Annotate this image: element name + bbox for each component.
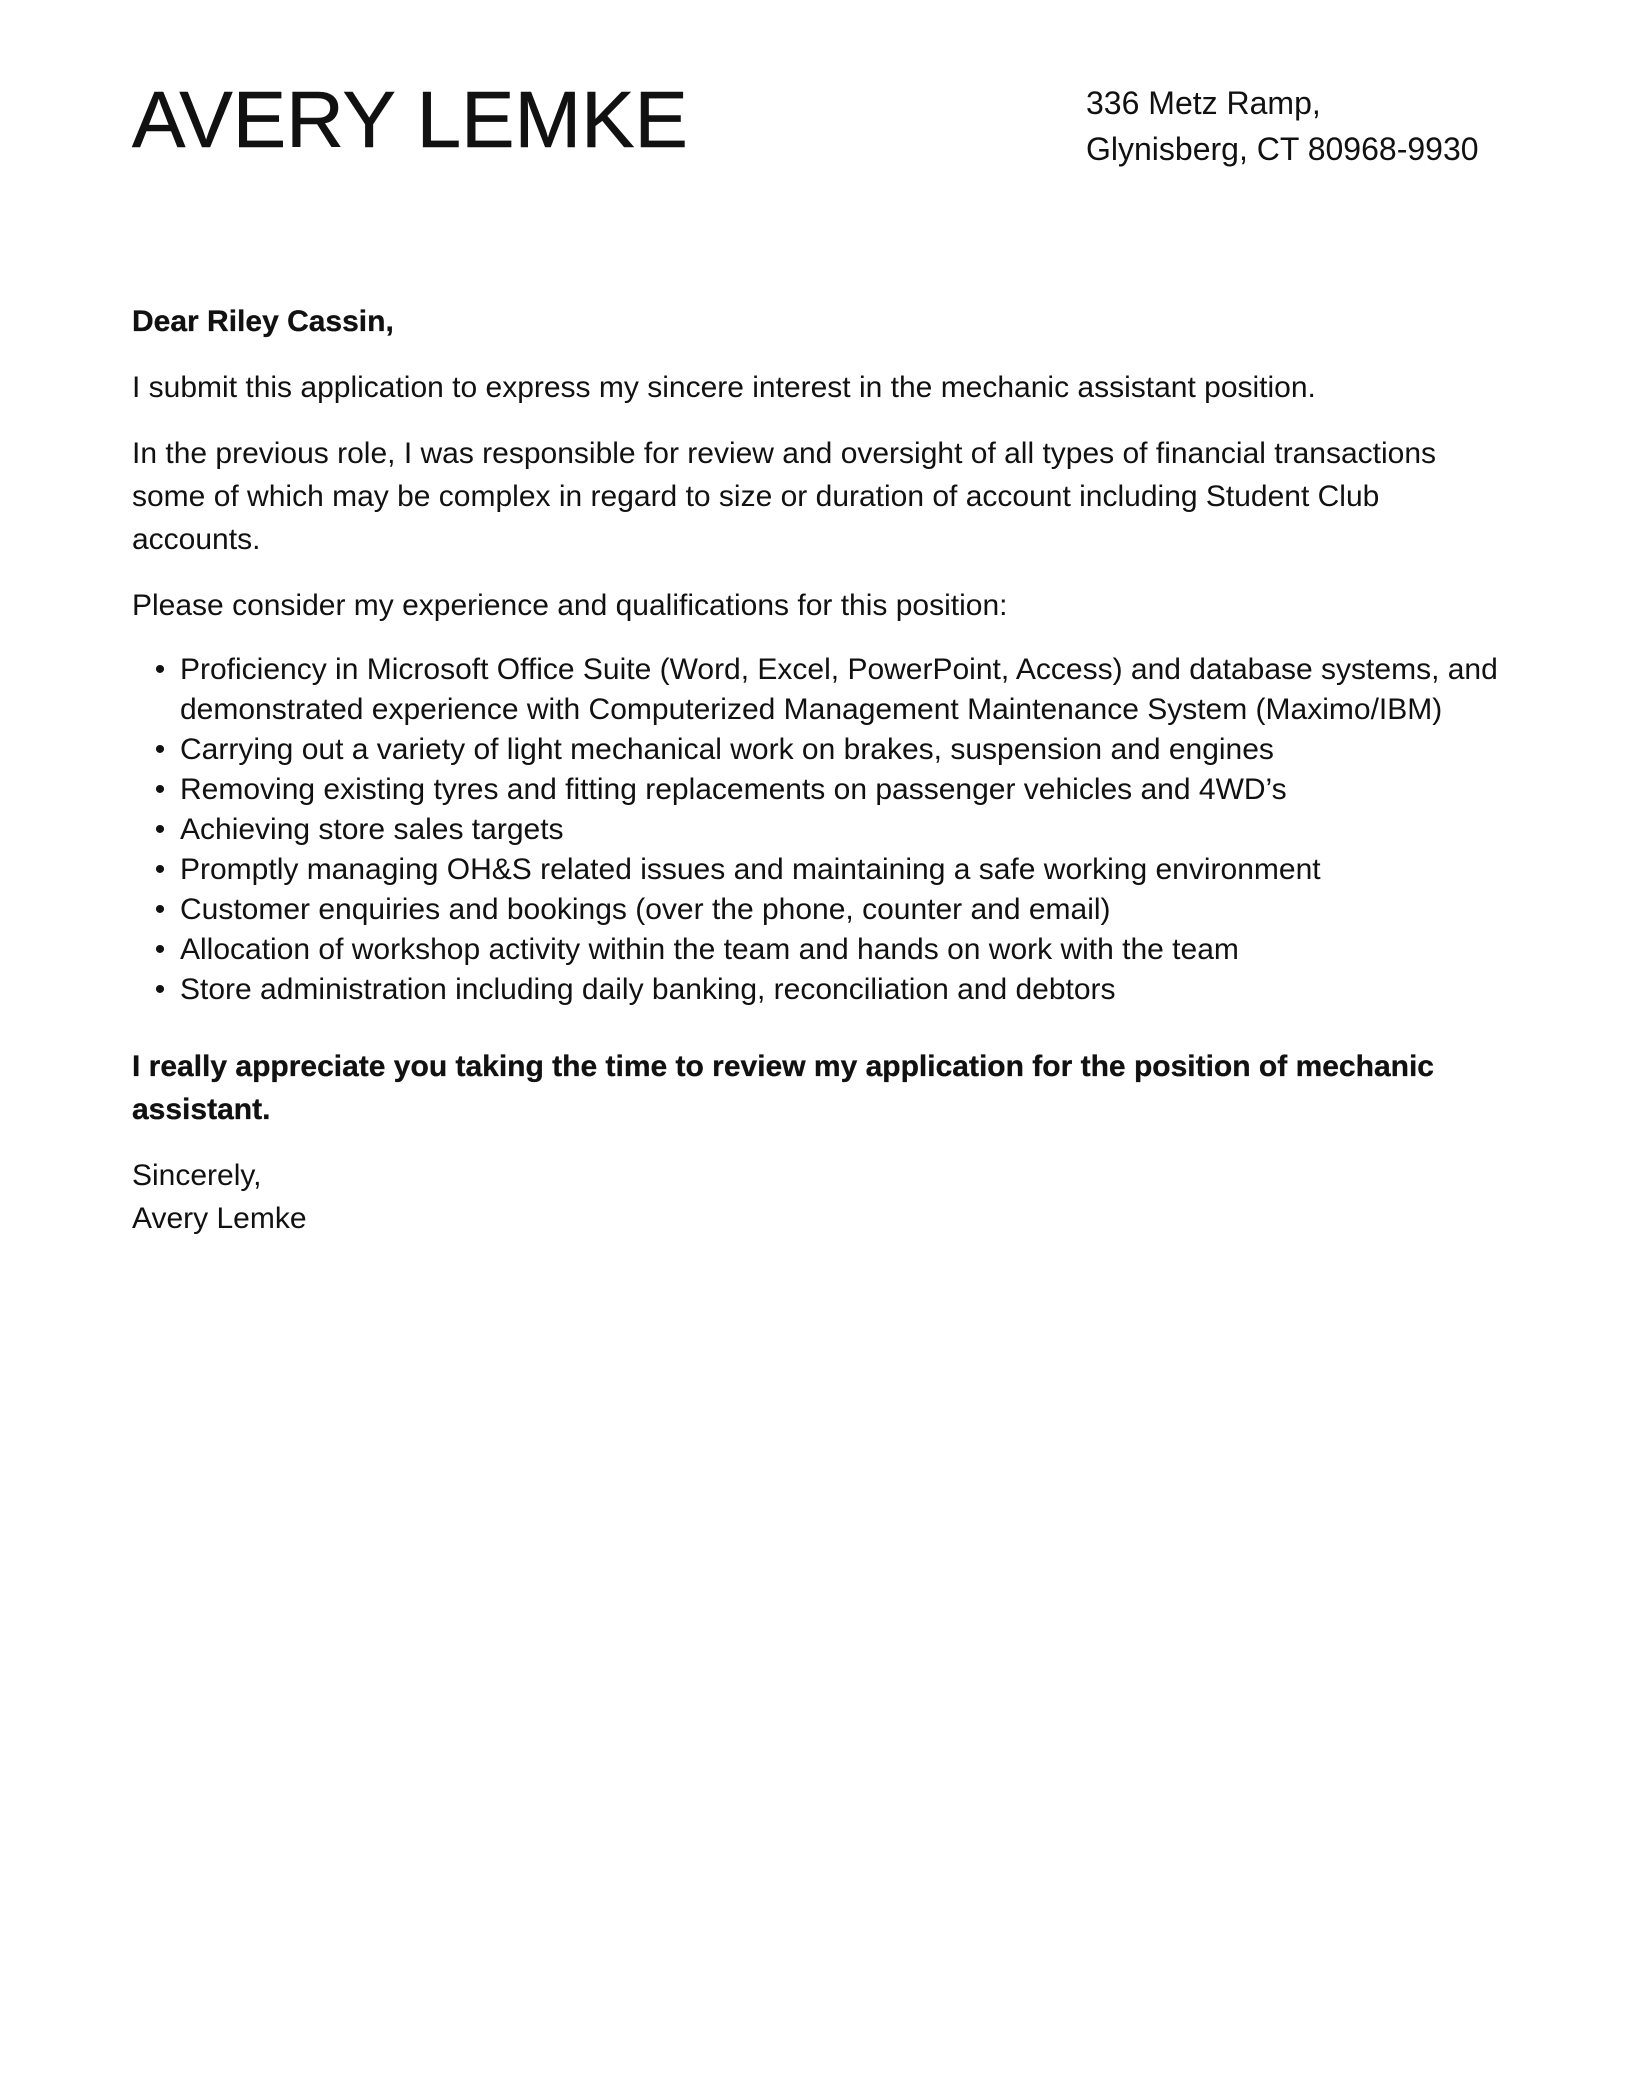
qualifications-list xyxy=(132,650,1502,1010)
list-item-text: Customer enquiries and bookings (over the phone, counter and email) xyxy=(180,893,1111,926)
bullet-icon: • xyxy=(154,733,166,766)
list-item xyxy=(154,970,1502,1010)
list-item xyxy=(154,770,1502,810)
qualifications-lead: Please consider my experience and qualifications for this position: xyxy=(132,589,1008,622)
list-item-text: Proficiency in Microsoft Office Suite (Word, Excel, PowerPoint, Access) and database systems, and demonstrated experience with Computerized Management Maintenance System (Maximo/IBM) xyxy=(180,653,1498,726)
signoff-block xyxy=(132,1154,1502,1240)
list-item-text: Achieving store sales targets xyxy=(180,813,564,846)
letter-body xyxy=(132,300,1502,1240)
list-item xyxy=(154,930,1502,970)
closing-paragraph: I really appreciate you taking the time to review my application for the position of mechanic assistant. xyxy=(132,1050,1434,1126)
address-line-2: Glynisberg, CT 80968-9930 xyxy=(1086,131,1479,167)
bullet-icon: • xyxy=(154,853,166,886)
applicant-address xyxy=(1086,80,1479,172)
bullet-icon: • xyxy=(154,933,166,966)
experience-paragraph: In the previous role, I was responsible for review and oversight of all types of financial transactions some of which may be complex in regard to size or duration of account including Student Club accounts. xyxy=(132,437,1437,556)
bullet-icon: • xyxy=(154,973,166,1006)
bullet-icon: • xyxy=(154,893,166,926)
list-item-text: Promptly managing OH&S related issues and maintaining a safe working environment xyxy=(180,853,1321,886)
list-item-text: Removing existing tyres and fitting replacements on passenger vehicles and 4WD’s xyxy=(180,773,1287,806)
signature-name: Avery Lemke xyxy=(132,1202,307,1235)
bullet-icon: • xyxy=(154,773,166,806)
list-item xyxy=(154,890,1502,930)
bullet-icon: • xyxy=(154,813,166,846)
list-item-text: Carrying out a variety of light mechanical work on brakes, suspension and engines xyxy=(180,733,1274,766)
list-item xyxy=(154,810,1502,850)
list-item-text: Allocation of workshop activity within the team and hands on work with the team xyxy=(180,933,1239,966)
applicant-name: AVERY LEMKE xyxy=(132,75,688,164)
intro-paragraph: I submit this application to express my sincere interest in the mechanic assistant position. xyxy=(132,371,1316,404)
list-item xyxy=(154,650,1502,730)
address-line-1: 336 Metz Ramp, xyxy=(1086,85,1321,121)
salutation: Dear Riley Cassin, xyxy=(132,305,394,338)
list-item xyxy=(154,850,1502,890)
list-item xyxy=(154,730,1502,770)
bullet-icon: • xyxy=(154,653,166,686)
signoff: Sincerely, xyxy=(132,1159,262,1192)
list-item-text: Store administration including daily banking, reconciliation and debtors xyxy=(180,973,1116,1006)
